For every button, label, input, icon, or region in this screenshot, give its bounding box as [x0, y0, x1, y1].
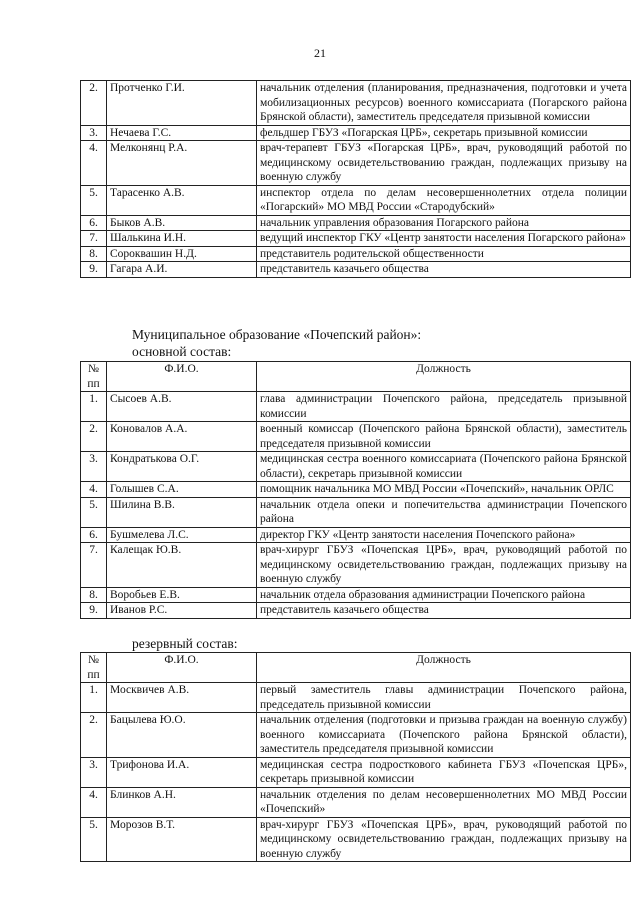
row-number: 3.: [81, 452, 107, 482]
table-row: [81, 422, 631, 452]
table-row: [81, 185, 631, 215]
row-number: 2.: [81, 81, 107, 126]
header-row: [81, 653, 631, 683]
row-number: 5.: [81, 185, 107, 215]
header-num: № пп: [81, 362, 107, 392]
table-row: [81, 497, 631, 527]
person-name: Коновалов А.А.: [107, 422, 257, 452]
person-position: директор ГКУ «Центр занятости населения Почепского района»: [257, 527, 631, 543]
person-name: Мелконянц Р.А.: [107, 141, 257, 186]
table-row: [81, 757, 631, 787]
row-number: 4.: [81, 482, 107, 498]
person-name: Калещак Ю.В.: [107, 543, 257, 588]
table-row: [81, 231, 631, 247]
person-position: помощник начальника МО МВД России «Почепский», начальник ОРЛС: [257, 482, 631, 498]
row-number: 1.: [81, 683, 107, 713]
table-row: [81, 787, 631, 817]
municipality-title: Муниципальное образование «Почепский район»:: [132, 327, 422, 342]
header-name: Ф.И.О.: [107, 653, 257, 683]
table-row: [81, 603, 631, 619]
person-name: Сысоев А.В.: [107, 392, 257, 422]
table-row: [81, 527, 631, 543]
person-name: Иванов Р.С.: [107, 603, 257, 619]
row-number: 4.: [81, 787, 107, 817]
row-number: 9.: [81, 603, 107, 619]
person-name: Протченко Г.И.: [107, 81, 257, 126]
table-row: [81, 215, 631, 231]
table-row: [81, 81, 631, 126]
person-position: медицинская сестра военного комиссариата (Почепского района Брянской области), секретарь призывной комиссии: [257, 452, 631, 482]
person-position: медицинская сестра подросткового кабинета ГБУЗ «Почепская ЦРБ», секретарь призывной комиссии: [257, 757, 631, 787]
person-name: Быков А.В.: [107, 215, 257, 231]
row-number: 9.: [81, 262, 107, 278]
person-position: представитель казачьего общества: [257, 603, 631, 619]
table-row: [81, 543, 631, 588]
person-name: Кондратькова О.Г.: [107, 452, 257, 482]
row-number: 3.: [81, 125, 107, 141]
row-number: 4.: [81, 141, 107, 186]
pogar-commission-table: [80, 80, 631, 278]
person-position: начальник отдела образования администрации Почепского района: [257, 587, 631, 603]
person-position: представитель родительской общественности: [257, 246, 631, 262]
person-name: Бацылева Ю.О.: [107, 713, 257, 758]
table-row: [81, 125, 631, 141]
table-row: [81, 482, 631, 498]
row-number: 5.: [81, 817, 107, 862]
header-position: Должность: [257, 653, 631, 683]
person-name: Блинков А.Н.: [107, 787, 257, 817]
person-position: представитель казачьего общества: [257, 262, 631, 278]
row-number: 1.: [81, 392, 107, 422]
person-name: Сороквашин Н.Д.: [107, 246, 257, 262]
row-number: 5.: [81, 497, 107, 527]
row-number: 6.: [81, 215, 107, 231]
table-row: [81, 262, 631, 278]
table-row: [81, 246, 631, 262]
table-row: [81, 392, 631, 422]
row-number: 2.: [81, 713, 107, 758]
person-position: врач-терапевт ГБУЗ «Погарская ЦРБ», врач, руководящий работой по медицинскому освидетельствованию граждан, подлежащих призыву на военную службу: [257, 141, 631, 186]
row-number: 2.: [81, 422, 107, 452]
person-position: первый заместитель главы администрации Почепского района, председатель призывной комиссии: [257, 683, 631, 713]
person-position: начальник управления образования Погарского района: [257, 215, 631, 231]
row-number: 7.: [81, 543, 107, 588]
person-name: Голышев С.А.: [107, 482, 257, 498]
pochep-reserve-table: [80, 652, 631, 862]
header-num: № пп: [81, 653, 107, 683]
person-position: фельдшер ГБУЗ «Погарская ЦРБ», секретарь призывной комиссии: [257, 125, 631, 141]
header-name: Ф.И.О.: [107, 362, 257, 392]
row-number: 6.: [81, 527, 107, 543]
person-position: ведущий инспектор ГКУ «Центр занятости населения Погарского района»: [257, 231, 631, 247]
reserve-composition-label: резервный состав:: [132, 636, 238, 651]
person-name: Бушмелева Л.С.: [107, 527, 257, 543]
person-name: Тарасенко А.В.: [107, 185, 257, 215]
header-position: Должность: [257, 362, 631, 392]
table-row: [81, 713, 631, 758]
row-number: 8.: [81, 587, 107, 603]
person-name: Трифонова И.А.: [107, 757, 257, 787]
person-position: начальник отделения по делам несовершеннолетних МО МВД России «Почепский»: [257, 787, 631, 817]
table-row: [81, 817, 631, 862]
person-position: начальник отделения (подготовки и призыва граждан на военную службу) военного комиссариата (Почепского района Брянской области), заместитель председателя призывной комиссии: [257, 713, 631, 758]
row-number: 7.: [81, 231, 107, 247]
person-name: Гагара А.И.: [107, 262, 257, 278]
header-row: [81, 362, 631, 392]
person-position: инспектор отдела по делам несовершеннолетних отдела полиции «Погарский» МО МВД России «Стародубский»: [257, 185, 631, 215]
person-name: Нечаева Г.С.: [107, 125, 257, 141]
table-row: [81, 683, 631, 713]
row-number: 3.: [81, 757, 107, 787]
person-position: начальник отдела опеки и попечительства администрации Почепского района: [257, 497, 631, 527]
person-position: глава администрации Почепского района, председатель призывной комиссии: [257, 392, 631, 422]
row-number: 8.: [81, 246, 107, 262]
person-name: Москвичев А.В.: [107, 683, 257, 713]
person-position: врач-хирург ГБУЗ «Почепская ЦРБ», врач, руководящий работой по медицинскому освидетельствованию граждан, подлежащих призыву на военную службу: [257, 543, 631, 588]
person-position: военный комиссар (Почепского района Брянской области), заместитель председателя призывной комиссии: [257, 422, 631, 452]
person-name: Морозов В.Т.: [107, 817, 257, 862]
table-row: [81, 141, 631, 186]
table-row: [81, 452, 631, 482]
person-position: начальник отделения (планирования, предназначения, подготовки и учета мобилизационных ресурсов) военного комиссариата (Погарского района Брянской области), заместитель председателя призывной комиссии: [257, 81, 631, 126]
person-name: Воробьев Е.В.: [107, 587, 257, 603]
person-name: Шилина В.В.: [107, 497, 257, 527]
table-row: [81, 587, 631, 603]
person-name: Шалькина И.Н.: [107, 231, 257, 247]
pochep-main-table: [80, 361, 631, 619]
main-composition-label: основной состав:: [132, 344, 232, 359]
person-position: врач-хирург ГБУЗ «Почепская ЦРБ», врач, руководящий работой по медицинскому освидетельствованию граждан, подлежащих призыву на военную службу: [257, 817, 631, 862]
page-number: 21: [314, 46, 326, 60]
